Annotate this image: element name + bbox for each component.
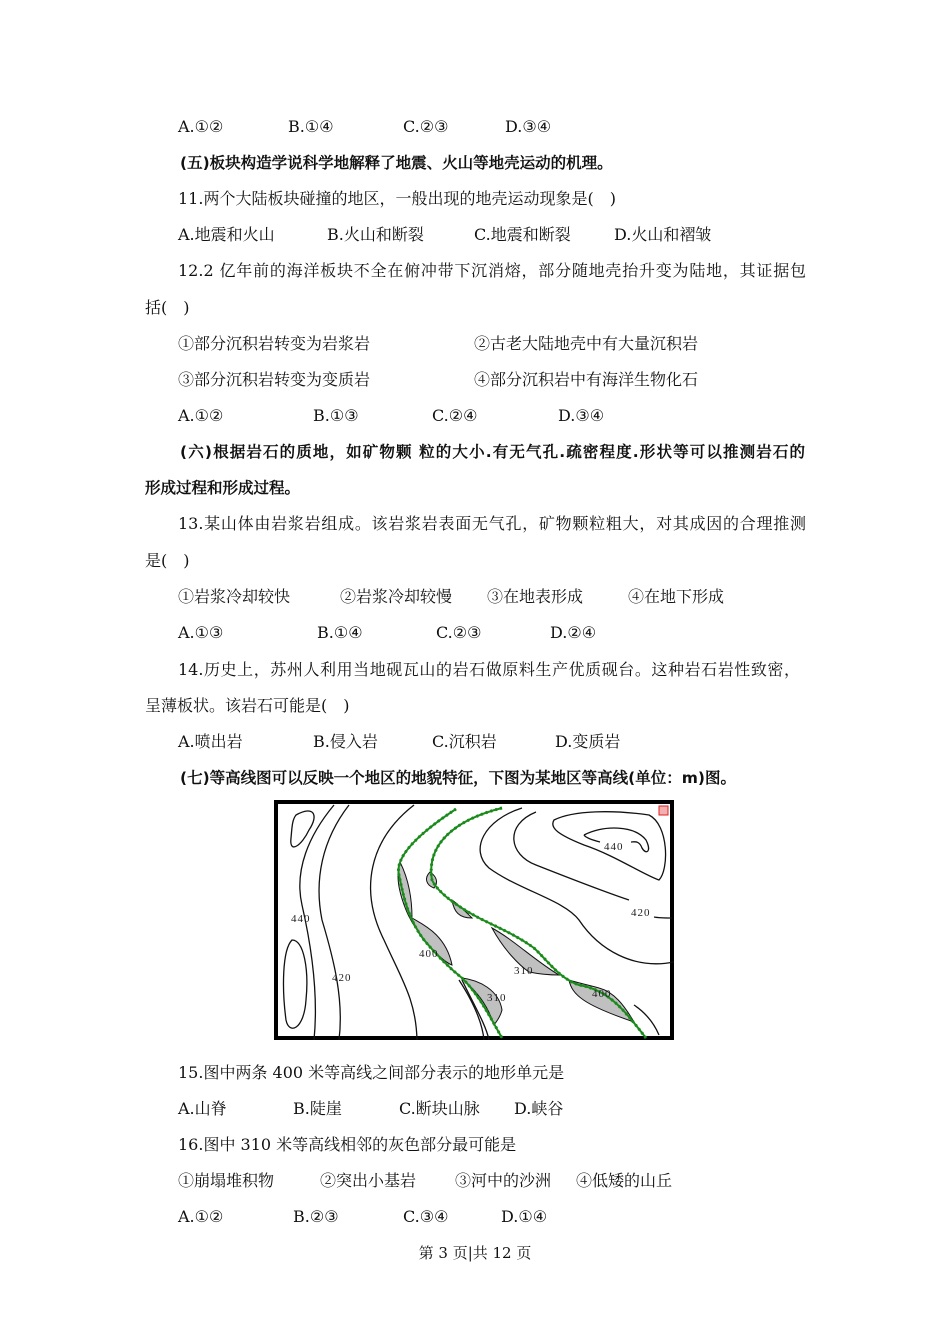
q16-option-a: A.①②: [178, 1207, 224, 1226]
q16-stem: 16.图中 310 米等高线相邻的灰色部分最可能是: [178, 1135, 517, 1154]
q10-option-c: C.②③: [403, 117, 449, 136]
q13-statement-3: ③在地表形成: [487, 587, 584, 606]
q16-option-d: D.①④: [501, 1207, 548, 1226]
q12-statement-2: ②古老大陆地壳中有大量沉积岩: [474, 334, 699, 353]
q15-option-d: D.峡谷: [514, 1099, 564, 1118]
q13-option-b: B.①④: [317, 623, 363, 642]
contour-map: [274, 800, 674, 1040]
q13-option-a: A.①③: [178, 623, 224, 642]
q12-statement-4: ④部分沉积岩中有海洋生物化石: [474, 370, 699, 389]
q16-statement-3: ③河中的沙洲: [455, 1171, 552, 1190]
map-label: 310: [487, 992, 507, 1004]
q14-stem: 14.历史上，苏州人利用当地砚瓦山的岩石做原料生产优质砚台。这种岩石岩性致密，: [178, 660, 800, 679]
q12-stem: 12.2 亿年前的海洋板块不全在俯冲带下沉消熔，部分随地壳抬升变为陆地，其证据包: [178, 261, 806, 280]
section6-heading: (六)根据岩石的质地，如矿物颗 粒的大小.有无气孔.疏密程度.形状等可以推测岩石的: [180, 443, 805, 461]
q10-option-b: B.①④: [288, 117, 334, 136]
q12-stem-cont: 括( ): [145, 298, 190, 317]
q12-option-b: B.①③: [313, 406, 359, 425]
q13-statement-1: ①岩浆冷却较快: [178, 587, 291, 606]
q14-option-b: B.侵入岩: [313, 732, 378, 751]
q12-option-a: A.①②: [178, 406, 224, 425]
map-label: 440: [291, 913, 311, 925]
q11-option-b: B.火山和断裂: [327, 225, 424, 244]
q16-statement-2: ②突出小基岩: [320, 1171, 417, 1190]
map-label: 310: [514, 965, 534, 977]
q14-option-c: C.沉积岩: [432, 732, 497, 751]
map-marker-icon: [659, 806, 668, 815]
page-footer: 第 3 页|共 12 页: [418, 1244, 532, 1262]
q13-statement-2: ②岩浆冷却较慢: [340, 587, 453, 606]
q16-option-b: B.②③: [293, 1207, 339, 1226]
q12-option-d: D.③④: [558, 406, 605, 425]
q11-option-d: D.火山和褶皱: [614, 225, 712, 244]
section5-heading: (五)板块构造学说科学地解释了地震、火山等地壳运动的机理。: [180, 154, 613, 172]
map-label: 400: [592, 988, 612, 1000]
q15-stem: 15.图中两条 400 米等高线之间部分表示的地形单元是: [178, 1063, 565, 1082]
q16-statement-1: ①崩塌堆积物: [178, 1171, 275, 1190]
q11-stem: 11.两个大陆板块碰撞的地区，一般出现的地壳运动现象是( ): [178, 189, 616, 208]
q11-option-a: A.地震和火山: [178, 225, 275, 244]
q13-statement-4: ④在地下形成: [628, 587, 725, 606]
map-label: 420: [332, 972, 352, 984]
q15-option-c: C.断块山脉: [399, 1099, 480, 1118]
q13-stem-cont: 是( ): [145, 551, 190, 570]
q15-option-b: B.陡崖: [293, 1099, 342, 1118]
q12-statement-3: ③部分沉积岩转变为变质岩: [178, 370, 371, 389]
q12-statement-1: ①部分沉积岩转变为岩浆岩: [178, 334, 371, 353]
q12-option-c: C.②④: [432, 406, 478, 425]
q13-option-d: D.②④: [550, 623, 597, 642]
q16-statement-4: ④低矮的山丘: [576, 1171, 673, 1190]
map-label: 400: [419, 948, 439, 960]
q11-option-c: C.地震和断裂: [474, 225, 571, 244]
q13-stem: 13.某山体由岩浆岩组成。该岩浆岩表面无气孔，矿物颗粒粗大，对其成因的合理推测: [178, 514, 806, 533]
map-label: 420: [631, 907, 651, 919]
map-label: 440: [604, 841, 624, 853]
q16-option-c: C.③④: [403, 1207, 449, 1226]
q13-option-c: C.②③: [436, 623, 482, 642]
q14-option-d: D.变质岩: [555, 732, 621, 751]
q14-stem-cont: 呈薄板状。该岩石可能是( ): [145, 696, 350, 715]
section6-heading-cont: 形成过程和形成过程。: [145, 479, 301, 497]
q14-option-a: A.喷出岩: [178, 732, 243, 751]
section7-heading: (七)等高线图可以反映一个地区的地貌特征，下图为某地区等高线(单位：m)图。: [180, 769, 736, 787]
q10-option-d: D.③④: [505, 117, 552, 136]
q10-option-a: A.①②: [178, 117, 224, 136]
q15-option-a: A.山脊: [178, 1099, 227, 1118]
